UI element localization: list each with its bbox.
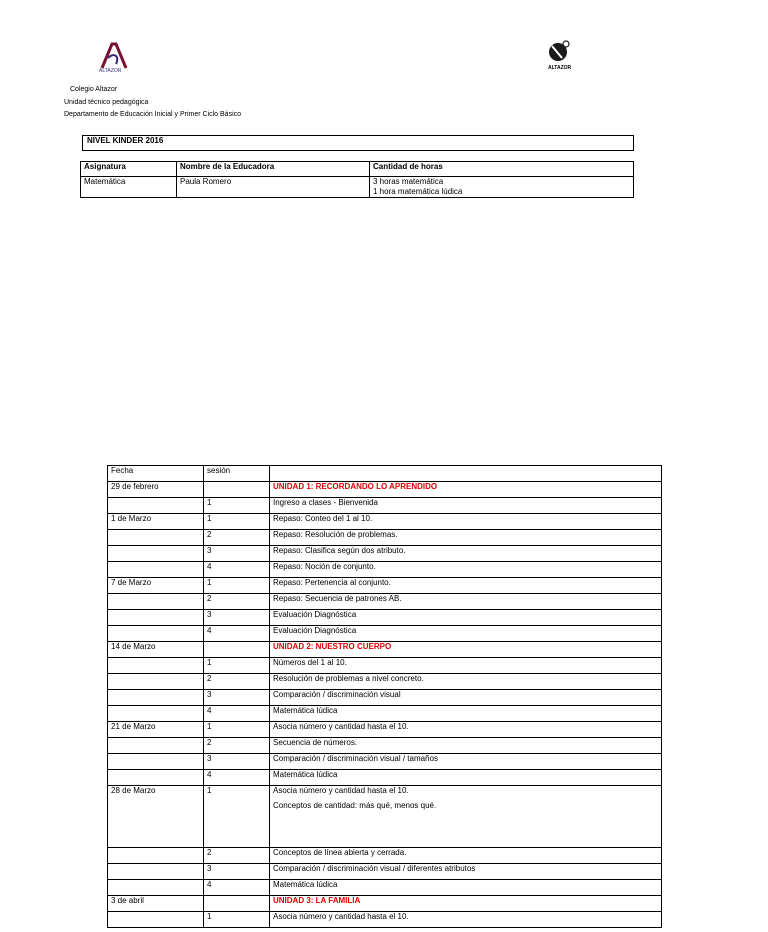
plan-row: [108, 514, 662, 530]
plan-activity: Secuencia de números.: [270, 738, 662, 754]
plan-session: 1: [204, 786, 270, 848]
plan-session: [204, 482, 270, 498]
plan-date: 14 de Marzo: [108, 642, 204, 658]
plan-session: 1: [204, 514, 270, 530]
plan-date: 29 de febrero: [108, 482, 204, 498]
plan-date: [108, 674, 204, 690]
plan-session: 2: [204, 674, 270, 690]
plan-session: 1: [204, 498, 270, 514]
plan-session: 1: [204, 722, 270, 738]
plan-row: [108, 594, 662, 610]
plan-session: 4: [204, 706, 270, 722]
plan-row: [108, 896, 662, 912]
plan-activity: Repaso: Pertenencia al conjunto.: [270, 578, 662, 594]
plan-date: [108, 864, 204, 880]
plan-header-session: sesión: [204, 466, 270, 482]
plan-session: [204, 896, 270, 912]
plan-row: [108, 912, 662, 928]
plan-date: 7 de Marzo: [108, 578, 204, 594]
plan-session: 3: [204, 610, 270, 626]
plan-row: [108, 754, 662, 770]
info-table: [80, 161, 634, 198]
plan-header-date: Fecha: [108, 466, 204, 482]
plan-unit-title: UNIDAD 1: RECORDANDO LO APRENDIDO: [270, 482, 662, 498]
info-subject: Matemática: [81, 177, 177, 198]
plan-activity: Matemática lúdica: [270, 706, 662, 722]
plan-activity: [270, 786, 662, 848]
plan-date: [108, 626, 204, 642]
plan-row: [108, 578, 662, 594]
plan-activity: Repaso: Resolución de problemas.: [270, 530, 662, 546]
plan-date: [108, 658, 204, 674]
plan-activity: Matemática lúdica: [270, 880, 662, 896]
plan-date: [108, 498, 204, 514]
plan-row: [108, 562, 662, 578]
info-hours-line-1: 3 horas matemática: [373, 177, 444, 186]
plan-date: [108, 770, 204, 786]
plan-row: [108, 530, 662, 546]
plan-activity-line: Conceptos de cantidad: más qué, menos qué.: [273, 801, 437, 810]
plan-activity: Matemática lúdica: [270, 770, 662, 786]
plan-date: [108, 690, 204, 706]
plan-activity: Repaso: Noción de conjunto.: [270, 562, 662, 578]
plan-activity: Evaluación Diagnóstica: [270, 610, 662, 626]
plan-date: [108, 594, 204, 610]
plan-header-activity: [270, 466, 662, 482]
plan-session: 4: [204, 880, 270, 896]
plan-row: [108, 690, 662, 706]
logo-right-text: ALTAZOR: [548, 65, 572, 71]
plan-unit-title: UNIDAD 2: NUESTRO CUERPO: [270, 642, 662, 658]
plan-date: [108, 706, 204, 722]
plan-session: 2: [204, 594, 270, 610]
plan-session: 2: [204, 738, 270, 754]
plan-date: [108, 738, 204, 754]
plan-date: [108, 754, 204, 770]
info-header-subject: Asignatura: [81, 162, 177, 177]
plan-row: [108, 786, 662, 848]
plan-session: 4: [204, 770, 270, 786]
plan-row: [108, 706, 662, 722]
plan-session: 4: [204, 626, 270, 642]
info-hours-line-2: 1 hora matemática lúdica: [373, 187, 463, 196]
plan-row: [108, 770, 662, 786]
plan-date: [108, 530, 204, 546]
plan-session: 3: [204, 690, 270, 706]
plan-activity: Asocia número y cantidad hasta el 10.: [270, 912, 662, 928]
plan-table: [107, 465, 662, 928]
plan-row: [108, 610, 662, 626]
plan-activity: Resolución de problemas a nivel concreto.: [270, 674, 662, 690]
plan-activity: Asocia número y cantidad hasta el 10.: [270, 722, 662, 738]
plan-session: 2: [204, 530, 270, 546]
plan-session: 1: [204, 912, 270, 928]
plan-date: [108, 562, 204, 578]
school-name: Colegio Altazor: [70, 86, 118, 93]
info-header-teacher: Nombre de la Educadora: [177, 162, 370, 177]
plan-date: 28 de Marzo: [108, 786, 204, 848]
school-unit: Unidad técnico pedagógica: [64, 98, 149, 106]
logo-left-text: ALTAZOR: [99, 68, 122, 74]
plan-session: 3: [204, 754, 270, 770]
plan-row: [108, 848, 662, 864]
plan-row: [108, 546, 662, 562]
plan-date: [108, 880, 204, 896]
plan-row: [108, 738, 662, 754]
plan-header-row: [108, 466, 662, 482]
plan-date: 21 de Marzo: [108, 722, 204, 738]
plan-activity: Repaso: Conteo del 1 al 10.: [270, 514, 662, 530]
plan-session: 1: [204, 658, 270, 674]
plan-row: [108, 674, 662, 690]
plan-row: [108, 864, 662, 880]
plan-activity: Comparación / discriminación visual / tamaños: [270, 754, 662, 770]
plan-row: [108, 498, 662, 514]
plan-date: [108, 912, 204, 928]
plan-unit-title: UNIDAD 3: LA FAMILIA: [270, 896, 662, 912]
plan-row: [108, 482, 662, 498]
plan-activity: Evaluación Diagnóstica: [270, 626, 662, 642]
plan-session: [204, 642, 270, 658]
info-header-hours: Cantidad de horas: [370, 162, 634, 177]
plan-activity: Comparación / discriminación visual: [270, 690, 662, 706]
plan-row: [108, 880, 662, 896]
school-department: Departamento de Educación Inicial y Primer Ciclo Básico: [64, 111, 242, 118]
plan-date: [108, 848, 204, 864]
plan-row: [108, 722, 662, 738]
plan-date: [108, 546, 204, 562]
school-header: [64, 84, 241, 122]
plan-activity: Ingreso a clases - Bienvenida: [270, 498, 662, 514]
plan-session: 1: [204, 578, 270, 594]
plan-session: 4: [204, 562, 270, 578]
info-hours: [370, 177, 634, 198]
plan-row: [108, 658, 662, 674]
plan-session: 2: [204, 848, 270, 864]
plan-activity-line: Asocia número y cantidad hasta el 10.: [273, 786, 409, 795]
plan-activity: Comparación / discriminación visual / diferentes atributos: [270, 864, 662, 880]
plan-session: 3: [204, 546, 270, 562]
level-title: NIVEL KINDER 2016: [82, 135, 634, 151]
altazor-logo-left: [96, 40, 132, 74]
plan-activity: Números del 1 al 10.: [270, 658, 662, 674]
info-teacher: Paula Romero: [177, 177, 370, 198]
plan-activity: Repaso: Secuencia de patrones AB.: [270, 594, 662, 610]
plan-date: 3 de abril: [108, 896, 204, 912]
plan-activity: Conceptos de línea abierta y cerrada.: [270, 848, 662, 864]
altazor-logo-right: [540, 38, 580, 72]
plan-session: 3: [204, 864, 270, 880]
plan-activity: Repaso: Clasifica según dos atributo.: [270, 546, 662, 562]
plan-row: [108, 626, 662, 642]
plan-date: 1 de Marzo: [108, 514, 204, 530]
plan-date: [108, 610, 204, 626]
plan-row: [108, 642, 662, 658]
